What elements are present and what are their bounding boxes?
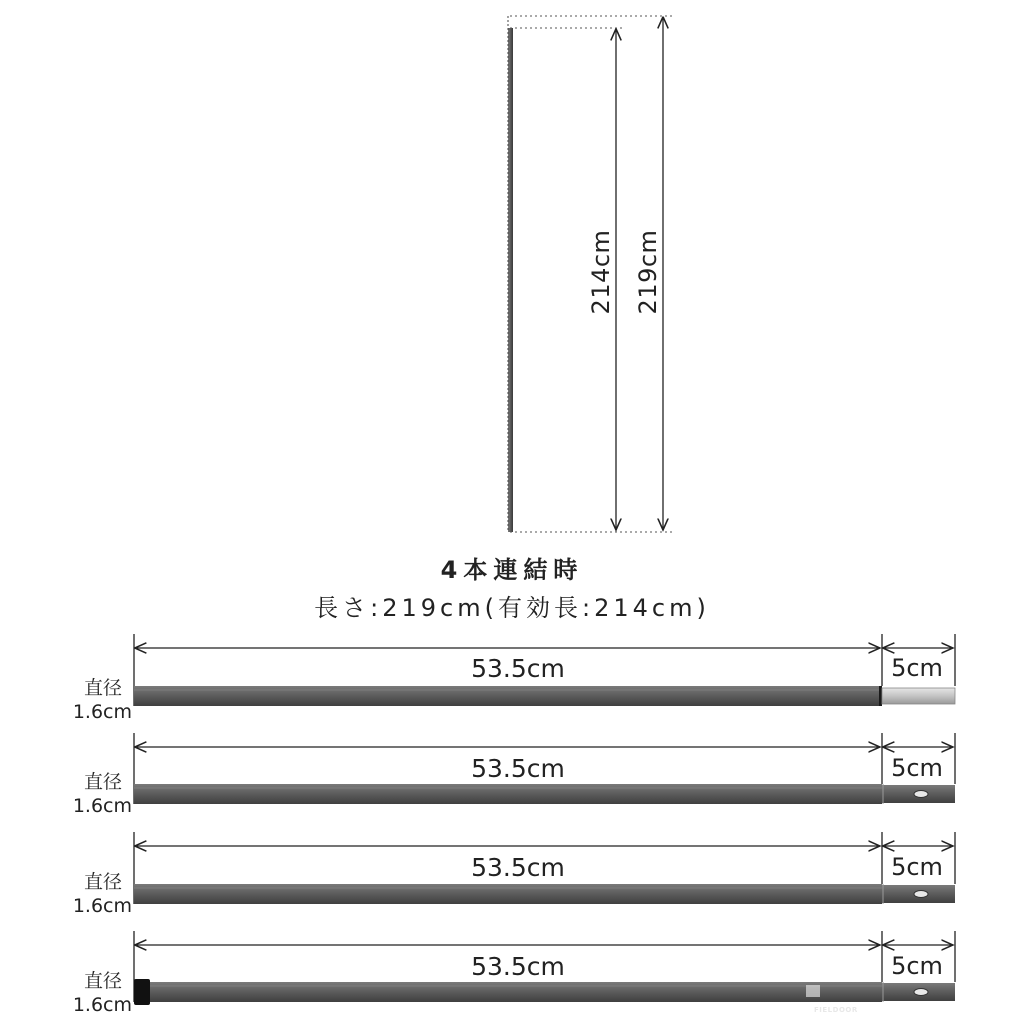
pole-end-ring [879, 686, 882, 706]
diameter-value: 1.6cm [72, 895, 132, 917]
segment-length-label: 53.5cm [471, 952, 565, 981]
diameter-kanji: 直径 [83, 677, 122, 699]
pole-body [134, 982, 882, 1002]
diameter-label [73, 969, 132, 1017]
diameter-kanji: 直径 [83, 871, 122, 893]
caption-title: 4本連結時 [440, 556, 584, 584]
diameter-label [73, 676, 132, 724]
diameter-value: 1.6cm [72, 701, 132, 723]
diameter-label [73, 870, 132, 918]
brand-logo: FIELDOOR [814, 1006, 858, 1014]
diameter-label [73, 770, 132, 818]
segment-length-label: 53.5cm [471, 853, 565, 882]
caption-subtitle: 長さ:219cm(有効長:214cm) [314, 594, 710, 622]
segment-length-label: 53.5cm [471, 654, 565, 683]
assembled-pole [508, 16, 513, 532]
pole-body [134, 686, 882, 706]
pole-body [134, 784, 882, 804]
socket-hole [914, 791, 928, 798]
diameter-kanji: 直径 [83, 970, 122, 992]
socket-hole [914, 989, 928, 996]
effective-length-label: 214cm [587, 229, 615, 315]
end-cap [134, 979, 150, 1005]
brand-logo-mark [806, 985, 820, 997]
socket-hole [914, 891, 928, 898]
tip-length-label: 5cm [891, 754, 943, 782]
diameter-value: 1.6cm [72, 994, 132, 1016]
diameter-kanji: 直径 [83, 771, 122, 793]
tip-length-label: 5cm [891, 654, 943, 682]
tip-length-label: 5cm [891, 952, 943, 980]
tip-length-label: 5cm [891, 853, 943, 881]
diameter-value: 1.6cm [72, 795, 132, 817]
total-length-label: 219cm [634, 229, 662, 315]
silver-spigot [882, 688, 955, 704]
pole-body [134, 884, 882, 904]
segment-length-label: 53.5cm [471, 754, 565, 783]
